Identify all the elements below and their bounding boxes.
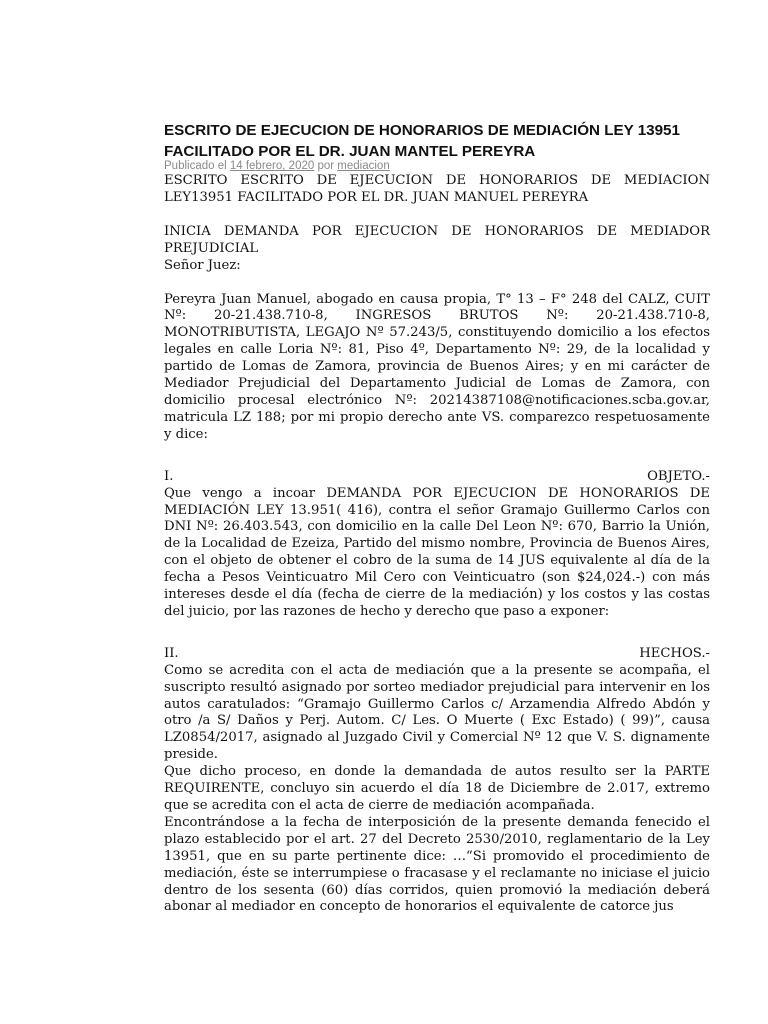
section-objeto-heading — [164, 469, 710, 486]
intro-paragraph: Pereyra Juan Manuel, abogado en causa propia, T° 13 – F° 248 del CALZ, CUIT Nº: 20-21.438.710-8, INGRESOS BRUTOS Nº: 20-21.438.710-8, MONOTRIBUTISTA, LEGAJO Nº 57.243/5, constituyendo domicilio a los efectos legales en calle Loria Nº: 81, Piso 4º, Departamento Nº: 29, de la localidad y partido de Lomas de Zamora, provincia de Buenos Aires; y en mi carácter de Mediador Prejudicial del Departamento Judicial de Lomas de Zamora, con domicilio procesal electrónico Nº: 20214387108@notificaciones.scba.gov.ar, matricula LZ 188; por mi propio derecho ante VS. comparezco respetuosamente y dice: — [164, 291, 710, 442]
section-hechos-heading — [164, 646, 710, 663]
document-body — [164, 173, 710, 916]
salutation: Señor Juez: — [164, 257, 241, 273]
section-number: II. — [164, 645, 179, 661]
hechos-paragraph-3: Encontrándose a la fecha de interposición de la presente demanda fenecido el plazo establecido por el art. 27 del Decreto 2530/2010, reglamentario de la Ley 13951, que en su parte pertinente dice: …“Si promovido el procedimiento de mediación, éste se interrumpiese o fracasase y el reclamante no iniciase el juicio dentro de los sesenta (60) días corridos, quien promovió la mediación deberá abonar al mediador en concepto de honorarios el equivalente de catorce jus — [164, 814, 710, 915]
doc-heading: ESCRITO ESCRITO DE EJECUCION DE HONORARIOS DE MEDIACION LEY13951 FACILITADO POR EL DR. JUAN MANUEL PEREYRA — [164, 173, 710, 205]
section-title: HECHOS.- — [639, 645, 710, 661]
article-title: ESCRITO DE EJECUCION DE HONORARIOS DE MEDIACIÓN LEY 13951 FACILITADO POR EL DR. JUAN MANTEL PEREYRA — [164, 122, 680, 160]
date-link[interactable]: 14 febrero, 2020 — [229, 160, 315, 172]
section-title: OBJETO.- — [647, 468, 710, 484]
objeto-paragraph: Que vengo a incoar DEMANDA POR EJECUCION DE HONORARIOS DE MEDIACIÓN LEY 13.951( 416), contra el señor Gramajo Guillermo Carlos con DNI Nº: 26.403.543, con domicilio en la calle Del Leon Nº: 670, Barrio la Unión, de la Localidad de Ezeiza, Partido del mismo nombre, Provincia de Buenos Aires, con el objeto de obtener el cobro de la suma de 14 JUS equivalente al día de la fecha a Pesos Veinticuatro Mil Cero con Veinticuatro (son $24,024.-) con más intereses desde el día (fecha de cierre de la mediación) y los costos y las costas del juicio, por las razones de hecho y derecho que paso a exponer: — [164, 485, 710, 619]
hechos-paragraph-2: Que dicho proceso, en donde la demandada de autos resulto ser la PARTE REQUIRENTE, concluyo sin acuerdo el día 18 de Diciembre de 2.017, extremo que se acredita con el acta de cierre de mediación acompañada. — [164, 764, 710, 813]
author-link[interactable]: mediacion — [337, 160, 390, 172]
by-label: por — [317, 160, 335, 172]
published-prefix: Publicado el — [164, 160, 227, 172]
document-page — [164, 120, 710, 916]
hechos-paragraph-1: Como se acredita con el acta de mediación que a la presente se acompaña, el suscripto resultó asignado por sorteo mediador prejudicial para intervenir en los autos caratulados: “Gramajo Guillermo Carlos c/ Arzamendia Alfredo Abdón y otro /a S/ Daños y Perj. Autom. C/ Les. O Muerte ( Exc Estado) ( 99)”, causa LZ0854/2017, asignado al Juzgado Civil y Comercial Nº 12 que V. S. dignamente preside. — [164, 662, 710, 763]
demand-title: INICIA DEMANDA POR EJECUCION DE HONORARIOS DE MEDIADOR PREJUDICIAL — [164, 223, 710, 256]
section-number: I. — [164, 468, 174, 484]
